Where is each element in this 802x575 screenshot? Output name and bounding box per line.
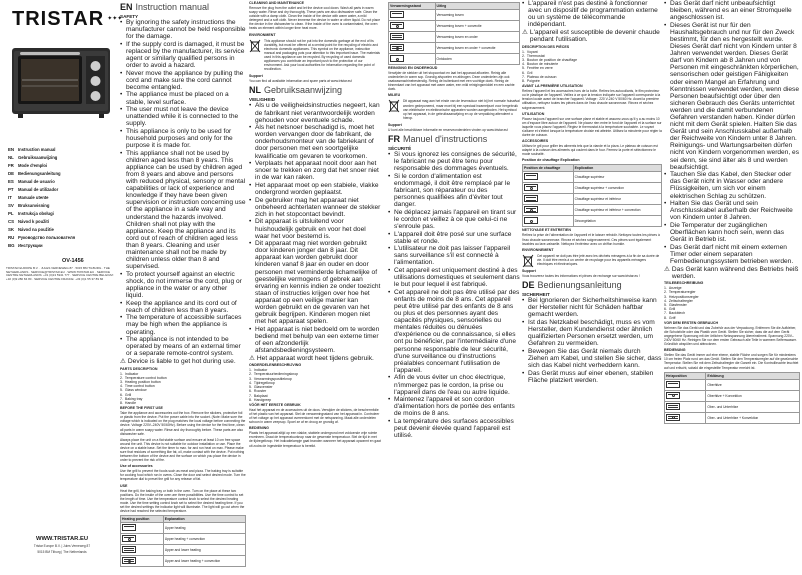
list-item: • The temperature of accessible surfaces may be high when the appliance is operating.: [120, 314, 246, 335]
list-item: • Ne déplacez jamais l'appareil en tirant sur le cordon et veillez à ce que celui-ci ne s'enroule pas.: [388, 209, 520, 230]
list-item: • Dit apparaat is uitsluitend voor huishoudelijk gebruik en voor het doel waar het voor bestemd is.: [249, 218, 381, 239]
list-item: • Bei Ignorieren der Sicherheitshinweise kann der Hersteller nicht für Schäden haftbar gemacht werden.: [522, 297, 662, 318]
hot-surface-icon: ⚠: [522, 29, 528, 37]
language-item-bg: BG Инструкции: [8, 242, 43, 248]
list-item: 2. Temperature control button: [120, 375, 167, 380]
column-4: [522, 0, 662, 575]
paragraph: Always place the unit on a flat stable surface and ensure at least 10 cm free space around the unit. This device is not suitable for outdoor installation or use. Place the device on a stable base. Set the timer to max. for and run heat on max. Please make sure that residues of something like fat, oil, make contact with the device. Put nothing between the bottom of the device and the surface on which you place the device in order to prevent the risk of fire.: [120, 437, 245, 463]
list-item: 5. Glasfenster: [664, 302, 687, 307]
safety-list: [120, 19, 246, 357]
list-item: 4. Zeitschaltregler: [664, 298, 693, 303]
upper-lower-heat-icon: [390, 33, 404, 40]
cleaning-heading: REINIGING EN ONDERHOUD: [388, 66, 438, 70]
upper-lower-heat-icon: [524, 195, 538, 202]
support-heading: Support: [249, 74, 263, 79]
table-row: Chauffage supérieur et inférieur: [523, 194, 662, 205]
list-item: • Si le cordon d'alimentation est endommagé, il doit être remplacé par le fabricant, son réparateur ou des personnes qualifiées afin d'éviter tout danger.: [388, 173, 520, 208]
safety-heading: SAFETY: [120, 14, 139, 19]
language-item-es: ES Manual de usuario: [8, 178, 55, 184]
list-item: • Als het netsnoer beschadigd is, moet het worden vervangen door de fabrikant, de onderhoudsmonteur van de fabriekant of door personen met een soortgelijke kwalificatie om gevaren te voorkomen.: [249, 124, 381, 159]
language-item-cs: CS Návod k použití: [8, 218, 49, 224]
brand-stars-icon: ✦✦✦: [107, 16, 123, 22]
list-item: • Als u de veiligheidsinstructies negeert, kan de fabrikant niet verantwoordelijk worden gehouden voor eventuele schade.: [249, 102, 381, 123]
paragraph: Stellen Sie das Gerät immer auf eine ebene, stabile Fläche und sorgen Sie für mindestens 10 cm freien Platz rund um das Gerät. Stellen Sie den Temperaturregler auf die gewünschte Temperatur. Stellen Sie mit dem Zeitschaltregler die Garzeit ein. Die Kontrollleuchte leuchtet auf und erlischt, sobald die eingestellte Temperatur erreicht ist.: [664, 353, 799, 370]
list-item: • Das Gerät darf nicht unbeaufsichtigt bleiben, während es an einer Stromquelle angeschlossen ist.: [664, 0, 800, 21]
upper-lower-heat-icon: [666, 403, 680, 410]
table-row: Ober- und Unterhitze: [665, 401, 800, 412]
table-row: Ober- und Unterhitze + Konvektion: [665, 412, 800, 423]
list-item: 7. Baking tray: [120, 396, 143, 401]
parts-heading: PARTS DESCRIPTION: [120, 366, 158, 371]
list-item: • Cet appareil est uniquement destiné à des utilisations domestiques et seulement dans le but pour lequel il est fabriqué.: [388, 267, 520, 288]
list-item: • Ist das Netzkabel beschädigt, muss es vom Hersteller, dem Kundendienst oder ähnlich qualifizierten Personen ersetzt werden, um Gefahren zu vermeiden.: [522, 319, 662, 347]
list-item: • De gebruiker mag het apparaat niet onbeheerd achterlaten wanneer de stekker zich in het stopcontact bevindt.: [249, 197, 381, 218]
list-item: • Si vous ignorez les consignes de sécurité, le fabricant ne peut être tenu pour responsable des dommages éventuels.: [388, 151, 520, 172]
upper-lower-heat-fan-icon: [122, 557, 136, 564]
list-item: 6. Gril: [522, 70, 533, 75]
paragraph: Dit apparaat mag aan het einde van de levensduur niet bij het normale huisafval worden gedeponeerd, maar moet bij een speciaal inzamelpunt voor hergebruik van elektrische en elektronische apparaten worden aangeboden. Het symbool op het apparaat, in de gebruiksaanwijzing en op de verpakking attendeert u hierop.: [403, 99, 520, 120]
hot-surface-icon: ⚠: [664, 265, 670, 273]
upper-heat-fan-icon: [122, 535, 136, 542]
heating-table-nl: Verwarmingsstand Uitleg Verwarming boven Verwarming boven + convectie Verwarming boven en onder Verwarming boven en onder + convectie Ontdooien: [388, 2, 520, 65]
section-heading-nl: NL Gebruiksaanwijzing: [249, 85, 343, 96]
paragraph: Nehmen Sie das Gerät und das Zubehör aus der Verpackung. Entfernen Sie die Aufkleber, die Schutzfolie oder das Plastik vom Gerät. Stellen Sie sicher, dass die auf dem Gerät angegebene Spannung mit der örtlichen Netzspannung übereinstimmt. Spannung 220V–240V 50/60 Hz. Reinigen Sie vor dem ersten Gebrauch alle Teile in warmem Seifenwasser. Gründlich abspülen und abtrocknen.: [664, 325, 797, 347]
list-item: 2. Thermostat: [522, 53, 545, 58]
list-item: • L'appareil n'est pas destiné à fonctionner avec un dispositif de programmation externe ou un système de télécommande indépendant.: [522, 0, 662, 28]
list-item: 6. Rooster: [249, 389, 267, 394]
hot-surface-icon: ⚠: [249, 355, 255, 363]
language-item-sv: SV Bruksanvisning: [8, 202, 50, 208]
before-use-heading: BEFORE THE FIRST USE: [120, 406, 163, 411]
safety-heading: SÉCURITÉ: [388, 146, 412, 152]
table-row: Chauffage supérieur et inférieur + convection: [523, 205, 662, 216]
crossed-bin-icon: [522, 254, 534, 268]
before-use-heading: AVANT LA PREMIÈRE UTILISATION: [522, 84, 583, 89]
list-item: 3. Bouton de position de chauffage: [522, 57, 578, 62]
safety-list: [522, 297, 662, 384]
list-item: 6. Grill: [664, 307, 676, 312]
list-item: 7. Bakplaat: [249, 393, 268, 398]
parts-list: [522, 50, 662, 84]
list-item: • L'appareil doit être posé sur une surface stable et ronde.: [388, 231, 520, 245]
safety-list: [249, 102, 381, 354]
column-2: [249, 0, 381, 575]
table-title: Position de chauffage Explication: [522, 158, 580, 163]
list-item: • Never move the appliance by pulling the cord and make sure the cord cannot become entangled.: [120, 70, 246, 91]
defrost-icon: [390, 55, 404, 62]
list-item: • The appliance must be placed on a stable, level surface.: [120, 91, 246, 105]
crossed-bin-icon: [388, 99, 400, 113]
brand-logo: [12, 8, 123, 31]
defrost-icon: [524, 217, 538, 224]
language-item-fr: FR Mode d'emploi: [8, 162, 48, 168]
support-heading: Support: [388, 122, 402, 127]
parts-list: [249, 368, 381, 402]
list-item: • Das Gerät darf nicht mit einem externen Timer oder einem separaten Fernbedienungssystem betrieben werden.: [664, 244, 800, 265]
table-row: Verwarming boven: [389, 10, 520, 21]
language-item-ru: RU Руководство пользователя: [8, 234, 76, 240]
parts-heading: ONDERDELENBESCHRIJVING: [249, 363, 302, 368]
list-item: 4. Time control button: [120, 384, 155, 389]
list-item: • To protect yourself against an electric shock, do not immerse the cord, plug or appliance in the water or any other liquid.: [120, 271, 246, 299]
list-item: • This appliance shall not be used by children aged less than 8 years. This appliance can be used by children aged from 8 years and above and persons with reduced physical, sensory or mental capabilities or lack of experience and knowledge if they have been given supervision or instruction concerning use of the appliance in a safe way and understand the hazards involved. Children shall not play with the appliance. Keep the appliance and its cord out of reach of children aged less than 8 years. Cleaning and user maintenance shall not be made by children unless older than 8 and supervised.: [120, 150, 246, 271]
safety-list: [522, 0, 662, 28]
table-row: Chauffage supérieur: [523, 172, 662, 183]
list-item: 7. Backblech: [664, 311, 686, 316]
table-row: Verwarming boven + convectie: [389, 21, 520, 32]
left-footer: [6, 536, 118, 554]
paragraph: Take the appliance and accessories out the box. Remove the stickers, protective foil or plastic from the device. Put the power cable into the socket. (Note: Make sure the voltage which is indicated on the plug matches the local voltage before connecting the device. Voltage 220V–240V 50/60Hz). Before using the device for the first time, clean all parts in warm soapy water. Rinse and dry thoroughly before. These parts are also dishwasher safe.: [120, 411, 246, 436]
paragraph: Retirez l'appareil et les accessoires hors de la boîte. Retirez les autocollants, le film protecteur ou le plastique de l'appareil. Veillez à ce que la tension indiquée sur l'appareil corresponde à la tension locale avant de brancher l'appareil. Voltage : 220 V-240 V 50/60 Hz. Avant la première utilisation, nettoyez toutes les pièces dans de l'eau chaude savonneuse. Rincez et séchez soigneusement.: [522, 89, 661, 110]
list-item: • Cet appareil ne doit pas être utilisé par des enfants de moins de 8 ans. Cet appareil peut être utilisé par des enfants de 8 ans ou plus et des personnes ayant des capacités physiques, sensorielles ou mentales réduites ou dénuées d'expérience ou de connaissance, si elles ont pu bénéficier, par l'intermédiaire d'une personne responsable de leur sécurité, d'une surveillance ou d'instructions préalables concernant l'utilisation de l'appareil.: [388, 289, 520, 374]
parts-heading: TEILEBESCHREIBUNG: [664, 281, 704, 286]
safety-heading: SICHERHEIT: [522, 292, 550, 298]
paragraph: Verwijder de stekker uit het stopcontact en laat het apparaat afkoelen. Reinig alle onderdelen in warm sop. Grondig afspoelen en afdrogen. Deze onderdelen zijn ook vaatwasmachinebestendig. Reinig de buitenkant met een vochtige doek. Reinig de binnenkant van het apparaat met warm water, een mild reinigingsmiddel en een zachte doek.: [388, 71, 515, 92]
use-heading: BEDIENUNG: [664, 348, 686, 353]
column-3: [388, 0, 520, 575]
language-item-it: IT Manuale utente: [8, 194, 49, 200]
table-row: Upper and lower heating: [121, 545, 246, 556]
list-item: 1. Indicator: [120, 371, 139, 376]
table-row: Chauffage supérieur + convection: [523, 183, 662, 194]
heating-table-en: Heating position Explanation Upper heating Upper heating + convection Upper and lower heating Upper and lower heating + convection: [120, 515, 246, 567]
company-address: TRISTAR EUROPE B.V. · JULES VERNEWEG 87 · 5015 BM TILBURG · THE NETHERLANDS · SERVICE@TRISTAR.EU · WWW.TRISTAR.EU · SERVICE CENTRE NETHERLANDS: +31 (0)13 5941 777 · SERVICE CENTRE BELGIUM: +32 (0)9 280 84 80 · SERVICE CENTRE FRANCE: +33 (0)1 55 37 89 66: [6, 266, 114, 281]
paragraph: Retirez la prise de l'alimentation de l'appareil et le laisser refroidir. Nettoyez toutes les pièces à l'eau chaude savonneuse. Rincez et séchez soigneusement. Ces pièces sont également lavables au lave-vaisselle. Nettoyez l'extérieur avec un chiffon humide.: [522, 233, 660, 246]
list-item: 1. Anzeige: [664, 286, 682, 291]
language-item-de: DE Bedienungsanleitung: [8, 170, 61, 176]
list-item: 8. Poignée: [522, 78, 540, 83]
list-item: • Das Gerät muss auf einer ebenen, stabilen Fläche platziert werden.: [522, 370, 662, 384]
list-item: 3. Verwarmingspositieknop: [249, 376, 292, 381]
paragraph: Plaats het apparaat altijd op een vlakke, stabiele ondergrond met voldoende vrije ruimte eromheen. Draai de temperatuurknop naar de gewenste temperatuur. Stel de tijd in met de tijdregelknop. Het indicatielampje gaat branden wanneer het apparaat opwarmt en gaat uit zodra de ingestelde temperatuur is bereikt.: [249, 431, 381, 448]
table-row: Verwarming boven en onder: [389, 32, 520, 43]
list-item: 8. Handgreep: [249, 397, 272, 402]
upper-heat-fan-icon: [524, 184, 538, 191]
before-use-heading: VÓÓR HET EERSTE GEBRUIK: [249, 402, 301, 407]
list-item: 5. Glass window: [120, 388, 147, 393]
paragraph: Use the grill to prevent the foods such as meat and pizza. The baking tray is suitable for cooking food which run in ovens. Close the door and select desired mode. Turn the temperature dial to preset the grill for any release of fat.: [120, 469, 246, 482]
upper-lower-heat-fan-icon: [666, 414, 680, 421]
table-row: Oberhitze: [665, 379, 800, 390]
section-heading-fr: FR Manuel d'instructions: [388, 134, 488, 145]
list-item: • L'utilisateur ne doit pas laisser l'appareil sans surveillance s'il est connecté à l'alimentation.: [388, 245, 520, 266]
paragraph: This appliance should not be put into the domestic garbage at the end of its durability, but must be offered at a central point for the recycling of electric and electronic domestic appliances. This symbol on the appliance, instruction manual and packaging puts your attention to this important issue. The materials used in this appliance can be recycled. By recycling of used domestic appliances you contribute an important push to the protection of our environment. Ask your local authorities for information regarding the point of recollection.: [264, 38, 380, 72]
parts-heading: DESCRIPTION DES PIÈCES: [522, 44, 570, 49]
upper-heat-icon: [122, 524, 136, 531]
upper-heat-icon: [390, 11, 404, 18]
list-item: 4. Bouton de minuterie: [522, 62, 559, 67]
language-index: [8, 145, 88, 249]
list-item: • The user must not leave the device unattended while it is connected to the supply.: [120, 106, 246, 127]
list-item: • Het apparaat is niet bedoeld om te worden bediend met behulp van een externe timer of een afzonderlijk afstandsbedieningsysteem.: [249, 326, 381, 354]
footer-address-line: 5015 BM Tilburg | The Netherlands: [37, 550, 87, 554]
list-item: 2. Temperaturregler: [664, 290, 696, 295]
list-item: • Dit apparaat mag niet worden gebruikt door kinderen jonger dan 8 jaar. Dit apparaat kan worden gebruikt door kinderen vanaf 8 jaar en ouder en door personen met verminderde lichamelijke of geestelijke vermogens of gebrek aan ervaring en kennis indien ze onder toezicht staan of instructies krijgen over hoe het apparaat op een veilige manier kan worden gebruikt en de gevaren van het gebruik begrijpen. Kinderen mogen niet met het apparaat spelen.: [249, 240, 381, 325]
cleaning-heading: NETTOYAGE ET ENTRETIEN: [522, 228, 571, 233]
environment-block: [388, 99, 520, 121]
environment-block: [249, 39, 381, 74]
language-item-en: EN Instruction manual: [8, 146, 56, 152]
hot-surface-icon: ⚠: [120, 358, 126, 366]
list-item: • La température des surfaces accessibles peut devenir élevée quand l'appareil est utilisé.: [388, 418, 520, 439]
list-item: 2. Temperatuurbedieningsknop: [249, 372, 299, 377]
hot-surface-warning: ⚠ Device is liable to get hot during use.: [120, 358, 236, 366]
website-link[interactable]: WWW.TRISTAR.EU: [35, 536, 89, 542]
paragraph: Haal het apparaat en de accessoires uit de doos. Verwijder de stickers, de beschermfolie of het plastic van het apparaat. Stel de verwarmingsstand van het apparaat in. Controleer of het voltage op het apparaat overeenkomt met de netspanning. Maak alle onderdelen schoon in warm zeepsop. Spoel ze af en droog ze grondig af.: [249, 407, 380, 425]
table-row: Upper heating + convection: [121, 534, 246, 545]
model-number: OV-1456: [62, 258, 84, 264]
section-heading-de: DE Bedienungsanleitung: [522, 280, 622, 291]
before-use-heading: VOR DEM ERSTEN GEBRAUCH: [664, 320, 719, 325]
list-item: • Bewegen Sie das Gerät niemals durch Ziehen am Kabel, und stellen Sie sicher, dass sich das Kabel nicht verheddern kann.: [522, 348, 662, 369]
environment-block: [522, 254, 662, 268]
list-item: • Tauchen Sie das Kabel, den Stecker oder das Gerät nicht in Wasser oder andere Flüssigkeiten, um sich vor einem elektrischen Schlag zu schützen.: [664, 171, 800, 199]
list-item: 3. Heating position button: [120, 379, 161, 384]
list-item: 7. Plateau de cuisson: [522, 74, 557, 79]
table-row: Upper and lower heating + convection: [121, 556, 246, 567]
upper-heat-icon: [666, 381, 680, 388]
paragraph: U kunt alle beschikbare informatie en reserveonderdelen vinden op www.tristar.eu!: [388, 127, 509, 132]
table-row: Verwarming boven en onder + convectie: [389, 43, 520, 54]
list-item: • Maintenez l'appareil et son cordon d'alimentation hors de portée des enfants de moins de 8 ans.: [388, 396, 520, 417]
list-item: 8. Griff: [664, 315, 676, 320]
parts-list: [664, 286, 800, 320]
upper-heat-icon: [524, 173, 538, 180]
accessories-heading: ACCESSOIRES: [522, 139, 549, 144]
paragraph: Placez toujours l'appareil sur une surface plane et stable et assurez-vous qu'il y a au moins 10 cm d'espace libre autour de l'appareil. Ne placez rien entre le fond de l'appareil et la surface sur laquelle vous placez l'appareil. Réglez le thermostat à la température souhaitée. Le voyant s'allume et s'éteint lorsque la température choisie est atteinte. Utilisez la minuterie pour régler la durée de cuisson.: [522, 116, 662, 138]
oven-product-image: [10, 36, 113, 128]
paragraph: Heat the grill, the baking tray or both in the oven. Turn on the place at these two positions. Do the inside of the oven are three possibilities. Use the time control to set the length of time. Use the temperature control knob to select the desired heating mode. Use the time setting control knob set to select the desired heating time. If you set the desired settings the indicator light will illuminate. The light will go out when the device had reached the selected temperature.: [120, 488, 245, 513]
upper-heat-fan-icon: [390, 22, 404, 29]
table-row: Oberhitze + Konvektion: [665, 390, 800, 401]
environment-heading: ENVIRONNEMENT: [522, 247, 554, 252]
language-item-sk: SK Návod na použitie: [8, 226, 54, 232]
paragraph: You can find all available information and spare parts at www.tristar.eu!: [249, 79, 353, 84]
list-item: 3. Heizpositionsregler: [664, 294, 699, 299]
accessories-heading: Use of accessories: [120, 464, 153, 469]
paragraph: Utilisez le gril pour griller les aliments tels que la viande et la pizza. Le plateau de cuisson est adapté à la cuisson des aliments qui coulent dans le four. Fermez la porte et sélectionnez le mode souhaité.: [522, 144, 658, 157]
list-item: • Afin de vous éviter un choc électrique, n'immergez pas le cordon, la prise ou l'appareil dans de l'eau ou autre liquide.: [388, 374, 520, 395]
language-item-pl: PL Instrukcja obsługi: [8, 210, 54, 216]
list-item: 1. Indicator: [249, 368, 268, 373]
environment-heading: ENVIRONMENT: [249, 32, 276, 37]
list-item: • If the supply cord is damaged, it must be replaced by the manufacturer, its service agent or similarly qualified persons in order to avoid a hazard.: [120, 41, 246, 69]
footer-address-line: Tristar Europe B.V. | Jules Verneweg 87: [33, 544, 91, 548]
list-item: • Keep the appliance and its cord out of reach of children less than 8 years.: [120, 300, 246, 314]
language-item-nl: NL Gebruiksaanwijzing: [8, 154, 58, 160]
paragraph: Remove the plug from the outlet and let the device cool down. Wash all parts in warm soapy water. Rinse and dry thoroughly. These parts are also dishwasher safe. Clean the outside with a damp cloth. Clean the inside of the device with warm water, a mild detergent and a soft cloth. Never immerse the device in water or other liquid. Do not place the device in the dishwasher to clean. If the inside of the oven is contaminated, the oven heats an element within longer time heat more.: [249, 6, 381, 31]
list-item: • Halten Sie das Gerät und sein Anschlusskabel außerhalb der Reichweite von Kindern unter 8 Jahren.: [664, 200, 800, 221]
environment-heading: MILIEU: [388, 93, 401, 98]
hot-surface-warning: ⚠ Het apparaat wordt heet tijdens gebruik.: [249, 355, 374, 363]
list-item: • Het apparaat moet op een stabiele, vlakke ondergrond worden geplaatst.: [249, 182, 381, 196]
list-item: 5. Fenêtre en verre: [522, 66, 553, 71]
use-heading: BEDIENING: [249, 426, 269, 431]
section-heading-en: EN Instruction manual: [120, 2, 210, 12]
list-item: • This appliance is only to be used for household purposes and only for the purpose it is made for.: [120, 128, 246, 149]
list-item: • The appliance is not intended to be operated by means of an external timer or a separate remote-control system.: [120, 336, 246, 357]
heating-table-fr: Position de chauffage Explication Chauffage supérieur Chauffage supérieur + convection Chauffage supérieur et inférieur Chauffage supérieur et inférieur + convection Décongélation: [522, 164, 662, 227]
list-item: • Die Temperatur der zugänglichen Oberflächen kann hoch sein, wenn das Gerät in Betrieb ist.: [664, 222, 800, 243]
hot-surface-warning: ⚠ L'appareil est susceptible de devenir chaude pendant l'utilisation.: [522, 29, 660, 44]
crossed-bin-icon: [249, 39, 261, 53]
list-item: • Verplaats het apparaat nooit door aan het snoer te trekken en zorg dat het snoer niet in de war kan raken.: [249, 160, 381, 181]
use-heading: UTILISATION: [522, 111, 545, 116]
safety-heading: VEILIGHEID: [249, 97, 276, 103]
column-en: [120, 0, 246, 575]
safety-list: [664, 0, 800, 265]
list-item: • Dieses Gerät ist nur für den Haushaltsgebrauch und nur für den Zweck bestimmt, für den es hergestellt wurde. Dieses Gerät darf nicht von Kindern unter 8 Jahren verwendet werden. Dieses Gerät darf von Kindern ab 8 Jahren und von Personen mit eingeschränkten körperlichen, sensorischen oder geistigen Fähigkeiten oder einem Mangel an Erfahrung und Kenntnissen verwendet werden, wenn diese Personen beaufsichtigt oder über den sicheren Gebrauch des Geräts unterrichtet werden und die damit verbundenen Gefahren verstanden haben. Kinder dürfen nicht mit dem Gerät spielen. Halten Sie das Gerät und sein Anschlusskabel außerhalb der Reichweite von Kindern unter 8 Jahren. Reinigungs- und Wartungsarbeiten dürfen nicht von Kindern vorgenommen werden, es sei denn, sie sind älter als 8 und werden beaufsichtigt.: [664, 22, 800, 171]
upper-lower-heat-icon: [122, 546, 136, 553]
safety-list: [388, 151, 520, 439]
table-row: Ontdooien: [389, 54, 520, 65]
list-item: 4. Tijdregelknop: [249, 380, 275, 385]
list-item: 8. Handle: [120, 400, 137, 405]
brand-name: TRISTAR: [12, 8, 105, 30]
table-row: Décongélation: [523, 216, 662, 227]
use-heading: USE: [120, 483, 128, 488]
list-item: • By ignoring the safety instructions the manufacturer cannot be held responsible for the damage.: [120, 19, 246, 40]
paragraph: Vous trouverez toutes les informations et pièces de rechange sur www.tristar.eu !: [522, 273, 641, 278]
support-heading: Support: [522, 268, 536, 273]
table-row: Upper heating: [121, 523, 246, 534]
upper-lower-heat-fan-icon: [390, 44, 404, 51]
paragraph: Cet appareil ne doit pas être jeté avec les déchets ménagers à la fin de sa durée de vie. Il doit être remis à un centre de recyclage pour les appareils ménagers électriques et électroniques.: [537, 253, 660, 266]
heating-table-de: Heizposition Erklärung Oberhitze Oberhitze + Konvektion Ober- und Unterhitze Ober- und Unterhitze + Konvektion: [664, 372, 800, 424]
list-item: 1. Voyant: [522, 49, 538, 54]
list-item: 5. Glasvenster: [249, 385, 273, 390]
parts-list: [120, 372, 246, 406]
upper-heat-fan-icon: [666, 392, 680, 399]
language-item-pt: PT Manual de utilizador: [8, 186, 59, 192]
hot-surface-warning: ⚠ Das Gerät kann während des Betriebs heiß werden.: [664, 265, 799, 281]
list-item: 6. Grill: [120, 392, 132, 397]
column-5: [664, 0, 800, 575]
cleaning-heading: CLEANING AND MAINTENANCE: [249, 1, 304, 5]
upper-lower-heat-fan-icon: [524, 206, 538, 213]
